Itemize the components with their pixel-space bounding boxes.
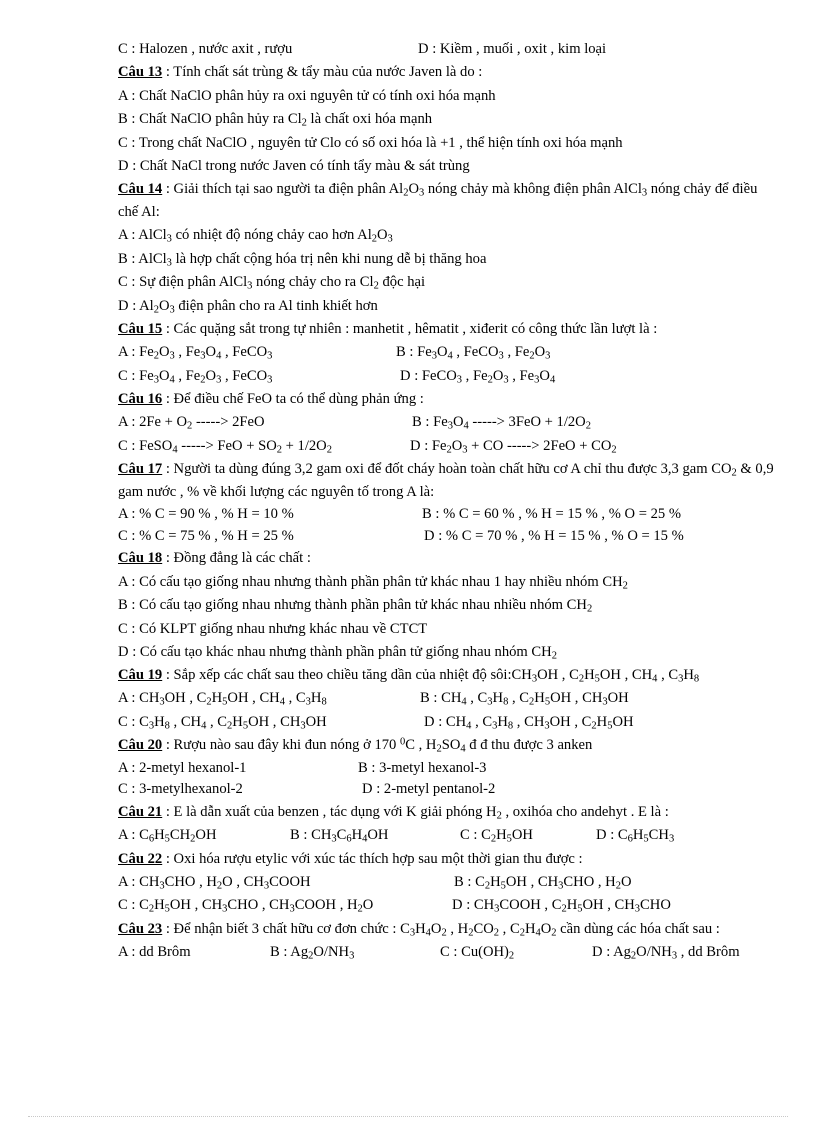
option-a: A : $Fe_2O_3$ , $Fe_3O_4$ , FeCO$_3$ (118, 344, 273, 362)
option-a: A : dd Brôm (118, 943, 191, 960)
option-d: D : $Ag_2O/NH_3$ , dd Brôm (592, 943, 740, 962)
option-a: A : $CH_3CHO$ , $H_2O$ , $CH_3COOH$ (118, 873, 311, 892)
options-cd (118, 365, 778, 388)
option-a: A : 2-metyl hexanol-1 (118, 759, 247, 776)
question-number: Câu 21 (118, 803, 163, 820)
option-d: D : $CH_4$ , $C_3H_8$ , $CH_3OH$ , $C_2H_5OH$ (424, 713, 634, 732)
options-cd (118, 779, 778, 801)
question-23: Câu 23 : Để nhận biết 3 chất hữu cơ đơn chức : $C_3H_4O_2$ , $H_2CO_2$ , $C_2H_4O_2$ cần dùng các hóa chất sau : (118, 920, 720, 939)
question-number: Câu 15 (118, 320, 163, 337)
option-c: C : 3-metylhexanol-2 (118, 781, 243, 798)
question-number: Câu 19 (118, 667, 163, 684)
option-c: C : Sự điện phân AlCl$_3$ nóng chảy cho ra $Cl_2$ độc hại (118, 274, 426, 292)
options-cd (118, 526, 778, 548)
option-b: B : Chất NaClO phân hủy ra $Cl_2$ là chất oxi hóa mạnh (118, 111, 433, 129)
option-c: C : Có KLPT giống nhau nhưng khác nhau về CTCT (118, 620, 428, 637)
question-18: Câu 18 : Đồng đẳng là các chất : (118, 550, 311, 567)
option-b: B : $Ag_2O/NH_3$ (270, 943, 355, 962)
question-13 (118, 61, 778, 84)
option-c: C : $C_2H_5OH$ (460, 827, 533, 845)
document-page (118, 38, 778, 964)
option-c: C : $C_3H_8$ , $CH_4$ , $C_2H_5OH$ , $CH_3OH$ (118, 713, 327, 732)
option-b: B : $CH_3C_6H_4OH$ (290, 827, 389, 845)
option-c: C : FeSO$_4$ -----> FeO + $SO_2 + 1/2O_2$ (118, 437, 332, 456)
question-21: Câu 21 : E là dẫn xuất của benzen , tác dụng với K giải phóng $H_2$ , oxihóa cho andehyt . E là : (118, 803, 669, 822)
option-d: D : $C_6H_5CH_3$ (596, 827, 675, 845)
option-a: A : $2Fe + O_2$ -----> 2FeO (118, 414, 265, 433)
option-a: A : $C_6H_5CH_2OH$ (118, 827, 217, 845)
options-ab (118, 504, 778, 526)
options-cd (118, 435, 778, 458)
option-a: A : Có cấu tạo giống nhau nhưng thành phần phân tử khác nhau 1 hay nhiều nhóm $CH_2$ (118, 573, 628, 592)
question-22: Câu 22 : Oxi hóa rượu etylic với xúc tác thích hợp sau một thời gian thu được : (118, 850, 583, 867)
question-number: Câu 22 (118, 850, 163, 867)
question-number: Câu 18 (118, 550, 163, 567)
page-bottom-divider (28, 1116, 788, 1117)
question-19: Câu 19 : Sắp xếp các chất sau theo chiều tăng dần của nhiệt độ $sôi:CH_3OH$ , $C_2H_5OH$ , $CH_4$ , $C_3H_8$ (118, 667, 700, 686)
option-d: D : $CH_3COOH$ , $C_2H_5OH$ , $CH_3CHO$ (452, 897, 671, 915)
question-number: Câu 17 (118, 461, 163, 478)
option-b: B : 3-metyl hexanol-3 (358, 759, 487, 776)
option-b: B : AlCl$_3$ là hợp chất cộng hóa trị nên khi nung dễ bị thăng hoa (118, 250, 487, 269)
option-c: C : Trong chất NaClO , nguyên tử Clo có số oxi hóa là +1 , thể hiện tính oxi hóa mạnh (118, 134, 623, 151)
question-number: Câu 16 (118, 391, 163, 408)
options-abcd (118, 941, 778, 964)
option-d: D : Chất NaCl trong nước Javen có tính tẩy màu & sát trùng (118, 157, 470, 174)
option-a: A : Chất NaClO phân hủy ra oxi nguyên tử có tính oxi hóa mạnh (118, 87, 496, 104)
option-a: A : AlCl$_3$ có nhiệt độ nóng chảy cao hơn $Al_2O_3$ (118, 227, 393, 245)
options-ab (118, 341, 778, 364)
question-16: Câu 16 : Để điều chế FeO ta có thể dùng phản ứng : (118, 391, 424, 408)
option-c: C : Halozen , nước axit , rượu (118, 41, 293, 57)
options-abcd (118, 824, 778, 847)
option-d: D : $Fe_2O_3$ + CO -----> $2FeO + CO_2$ (410, 437, 617, 456)
option-d: D : % C = 70 % , % H = 15 % , % O = 15 % (424, 527, 684, 544)
option-b: B : $Fe_3O_4$ , FeCO$_3$ , $Fe_2O_3$ (396, 344, 551, 362)
option-d: D : 2-metyl pentanol-2 (362, 781, 496, 798)
question-number: Câu 20 (118, 737, 163, 754)
option-c: C : $Cu(OH)_2$ (440, 943, 515, 962)
option-a: A : % C = 90 % , % H = 10 % (118, 506, 294, 523)
option-b: B : Có cấu tạo giống nhau nhưng thành phần phân tử khác nhau nhiều nhóm $CH_2$ (118, 597, 593, 615)
option-b: B : $C_2H_5OH$ , $CH_3CHO$ , $H_2O$ (454, 873, 632, 892)
option-c: C : $Fe_3O_4$ , $Fe_2O_3$ , FeCO$_3$ (118, 367, 273, 386)
option-d: D : Có cấu tạo khác nhau nhưng thành phần phân tử giống nhau nhóm $CH_2$ (118, 644, 557, 662)
question-20: Câu 20 : Rượu nào sau đây khi đun nóng ở 170 $^0$C , $H_2SO_4$ đ đ thu được 3 anken (118, 736, 593, 755)
question-number: Câu 13 (118, 64, 163, 81)
option-a: A : $CH_3OH$ , $C_2H_5OH$ , $CH_4$ , $C_3H_8$ (118, 690, 327, 709)
option-d: D : Kiềm , muối , oxit , kim loại (418, 41, 607, 57)
options-cd (118, 894, 778, 917)
question-14: Câu 14 : Giải thích tại sao người ta điện phân $Al_2O_3$ nóng chảy mà không điện phân AlCl$_3$ nóng chảy để điều chế Al: (118, 181, 758, 221)
option-d: D : FeCO$_3$ , $Fe_2O_3$ , $Fe_3O_4$ (400, 367, 556, 386)
options-cd (118, 711, 778, 734)
option-c: C : % C = 75 % , % H = 25 % (118, 527, 294, 544)
options-ab (118, 687, 778, 710)
option-c: C : $C_2H_5OH$ , $CH_3CHO$ , $CH_3COOH$ , $H_2O$ (118, 897, 374, 915)
question-15: Câu 15 : Các quặng sắt trong tự nhiên : manhetit , hêmatit , xiđerit có công thức lần lượt là : (118, 320, 658, 337)
options-ab (118, 871, 778, 894)
question-text: : Tính chất sát trùng & tẩy màu của nước Javen là do : (162, 64, 483, 81)
question-number: Câu 23 (118, 920, 163, 937)
question-17: Câu 17 : Người ta dùng đúng 3,2 gam oxi để đốt cháy hoàn toàn chất hữu cơ A chỉ thu được 3,3 gam $CO_2$ & 0,9 gam nước , % về khối lượng các nguyên tố trong A là: (118, 461, 774, 501)
prev-question-options (118, 38, 778, 61)
question-number: Câu 14 (118, 181, 163, 198)
option-b: B : % C = 60 % , % H = 15 % , % O = 25 % (422, 506, 681, 523)
option-b: B : $CH_4$ , $C_3H_8$ , $C_2H_5OH$ , $CH_3OH$ (420, 690, 629, 709)
options-ab (118, 758, 778, 780)
option-b: B : $Fe_3O_4$ -----> $3FeO + 1/2O_2$ (412, 414, 591, 433)
options-ab (118, 411, 778, 434)
option-d: D : $Al_2O_3$ điện phân cho ra Al tinh khiết hơn (118, 297, 378, 316)
